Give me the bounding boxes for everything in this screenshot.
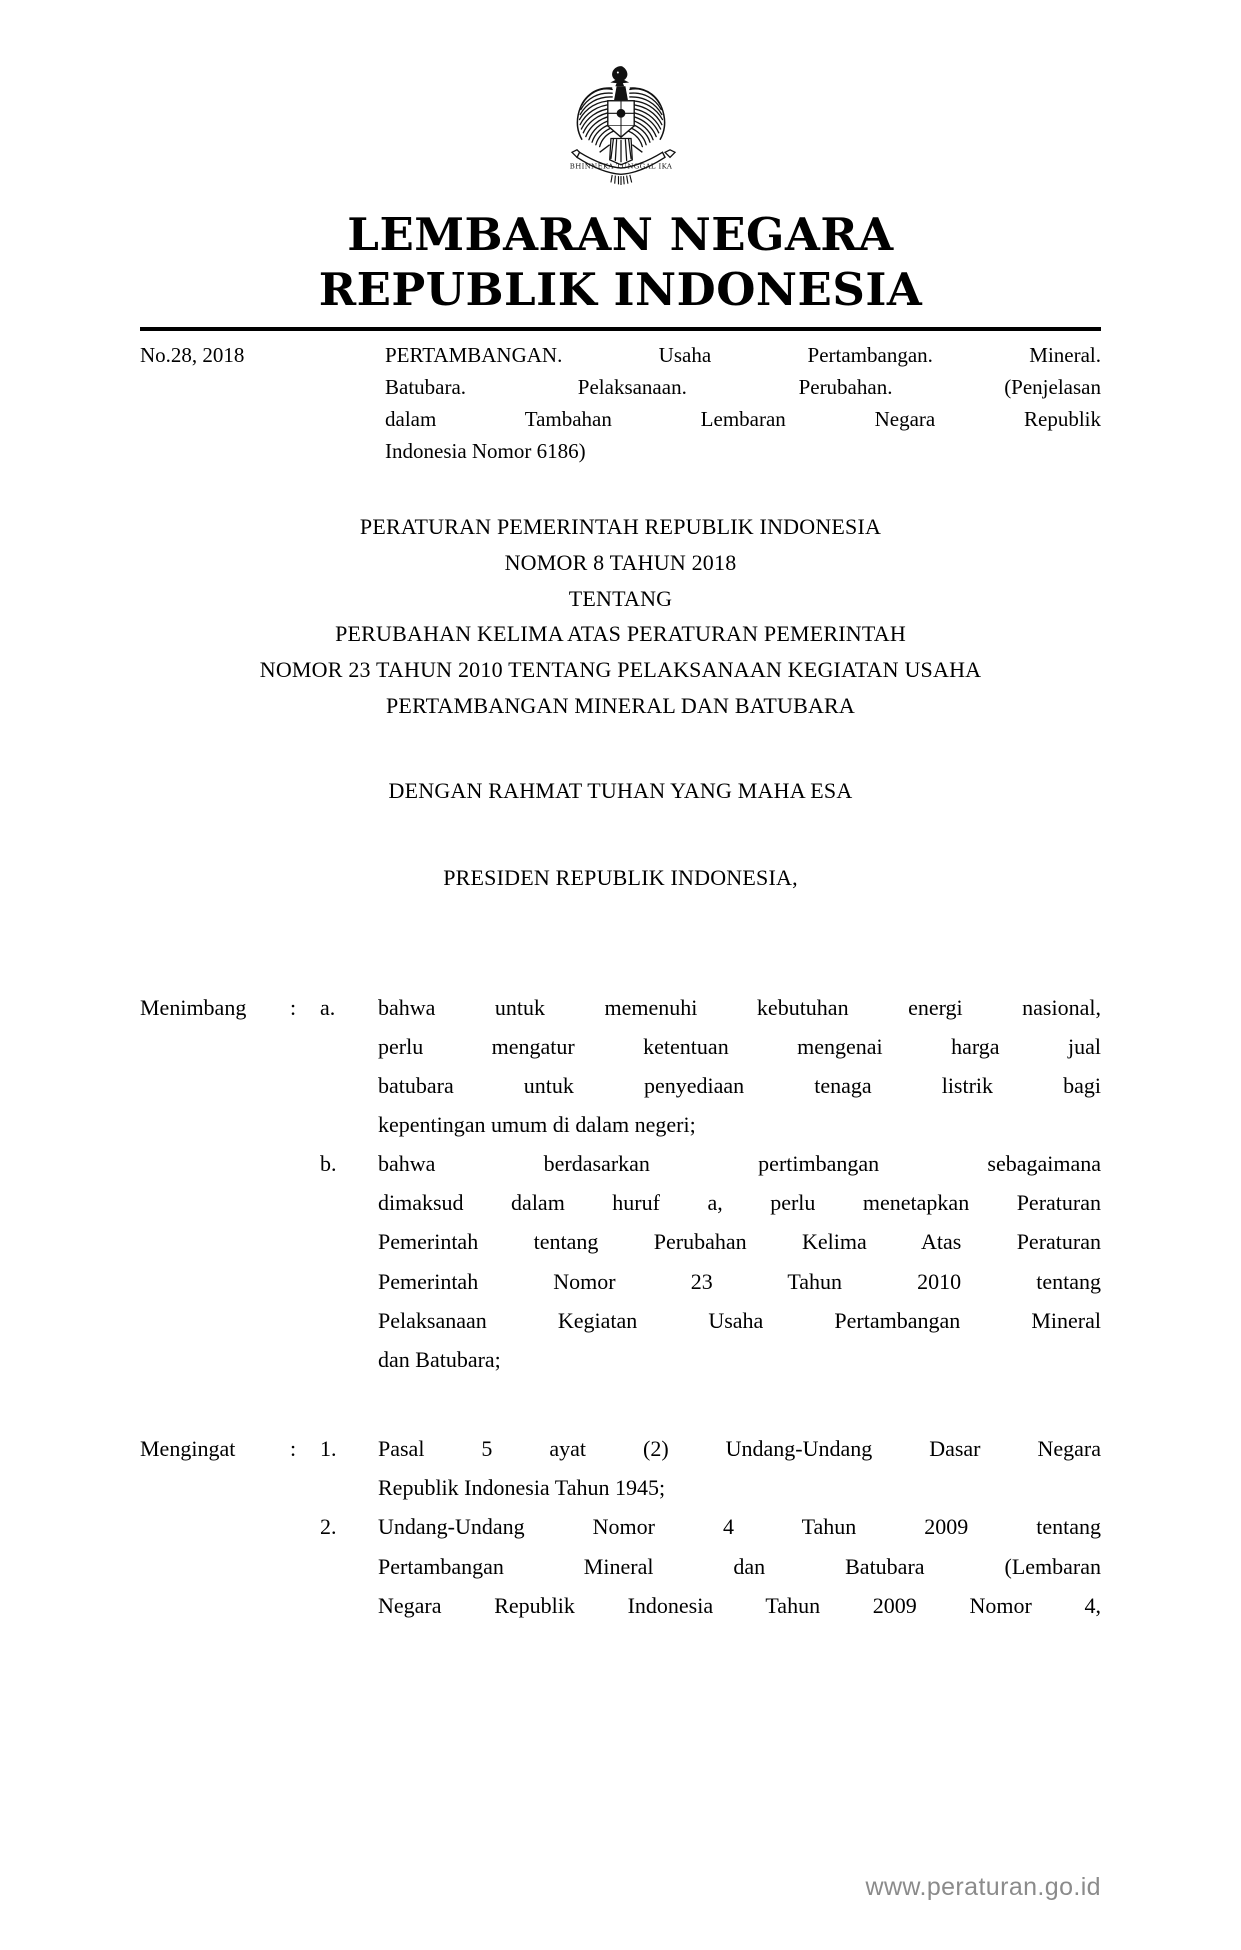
masthead-line-2: REPUBLIK INDONESIA: [318, 262, 923, 316]
clause-item: [140, 1429, 1101, 1507]
clause-block-menimbang: [140, 988, 1101, 1380]
footer-watermark: www.peraturan.go.id: [865, 1873, 1101, 1901]
clause-line: Pemerintah tentang Perubahan Kelima Atas Peraturan: [378, 1229, 1101, 1255]
clause-line: Undang-Undang Nomor 4 Tahun 2009 tentang: [378, 1514, 1101, 1540]
masthead-divider: [140, 327, 1101, 331]
clause-item: [140, 988, 1101, 1145]
clause-line: Pelaksanaan Kegiatan Usaha Pertambangan Mineral: [378, 1307, 1101, 1333]
clause-text: [378, 1144, 1101, 1379]
clause-text: [378, 1507, 1101, 1624]
clause-line: Pasal 5 ayat (2) Undang-Undang Dasar Negara: [378, 1436, 1101, 1462]
clause-line: batubara untuk penyediaan tenaga listrik bagi: [378, 1072, 1101, 1098]
clause-colon: :: [290, 994, 297, 1020]
clause-colon: :: [290, 1436, 297, 1462]
clause-item: [140, 1144, 1101, 1379]
garuda-pancasila-emblem: [558, 58, 684, 190]
clause-text: [378, 1429, 1101, 1507]
subject-line: Indonesia Nomor 6186): [385, 438, 586, 463]
emblem-container: [140, 0, 1101, 190]
blessing-line: DENGAN RAHMAT TUHAN YANG MAHA ESA: [388, 778, 853, 804]
title-line-2: NOMOR 8 TAHUN 2018: [504, 550, 737, 576]
subject-line: dalam Tambahan Lembaran Negara Republik: [385, 406, 1101, 431]
clause-marker: a.: [320, 994, 336, 1020]
authority-line: PRESIDEN REPUBLIK INDONESIA,: [443, 865, 798, 891]
clause-marker: b.: [320, 1151, 337, 1177]
clause-line: Pemerintah Nomor 23 Tahun 2010 tentang: [378, 1268, 1101, 1294]
subject-line: PERTAMBANGAN. Usaha Pertambangan. Mineral.: [385, 342, 1101, 367]
title-line-1: PERATURAN PEMERINTAH REPUBLIK INDONESIA: [359, 514, 882, 540]
clause-label: Menimbang: [140, 994, 247, 1020]
title-line-5: NOMOR 23 TAHUN 2010 TENTANG PELAKSANAAN KEGIATAN USAHA: [259, 656, 982, 682]
clause-line: perlu mengatur ketentuan mengenai harga jual: [378, 1033, 1101, 1059]
masthead-line-1: LEMBARAN NEGARA: [347, 208, 894, 261]
clause-line: bahwa berdasarkan pertimbangan sebagaimana: [378, 1151, 1101, 1177]
clause-line: dimaksud dalam huruf a, perlu menetapkan Peraturan: [378, 1190, 1101, 1216]
clauses-section: [140, 988, 1101, 1625]
regulation-title-block: [140, 509, 1101, 723]
subject-keywords: [385, 340, 1101, 468]
clause-line: Pertambangan Mineral dan Batubara (Lembaran: [378, 1553, 1101, 1579]
clause-line: dan Batubara;: [378, 1346, 501, 1372]
title-line-6: PERTAMBANGAN MINERAL DAN BATUBARA: [386, 692, 855, 718]
clause-label: Mengingat: [140, 1436, 236, 1462]
masthead: [140, 208, 1101, 318]
clause-block-mengingat: [140, 1429, 1101, 1625]
reference-number: No.28, 2018: [140, 342, 245, 367]
clause-marker: 1.: [320, 1436, 337, 1462]
clause-line: Republik Indonesia Tahun 1945;: [378, 1475, 666, 1501]
svg-text:BHINNEKA TUNGGAL IKA: BHINNEKA TUNGGAL IKA: [569, 162, 672, 171]
clause-marker: 2.: [320, 1514, 337, 1540]
title-line-3: TENTANG: [568, 585, 673, 611]
clause-item: [140, 1507, 1101, 1624]
subject-line: Batubara. Pelaksanaan. Perubahan. (Penjelasan: [385, 374, 1101, 399]
title-line-4: PERUBAHAN KELIMA ATAS PERATURAN PEMERINTAH: [335, 621, 906, 647]
header-reference-row: [140, 340, 1101, 468]
clause-line: kepentingan umum di dalam negeri;: [378, 1112, 696, 1137]
clause-line: bahwa untuk memenuhi kebutuhan energi nasional,: [378, 994, 1101, 1020]
clause-line: Negara Republik Indonesia Tahun 2009 Nomor 4,: [378, 1592, 1101, 1618]
clause-text: [378, 988, 1101, 1145]
